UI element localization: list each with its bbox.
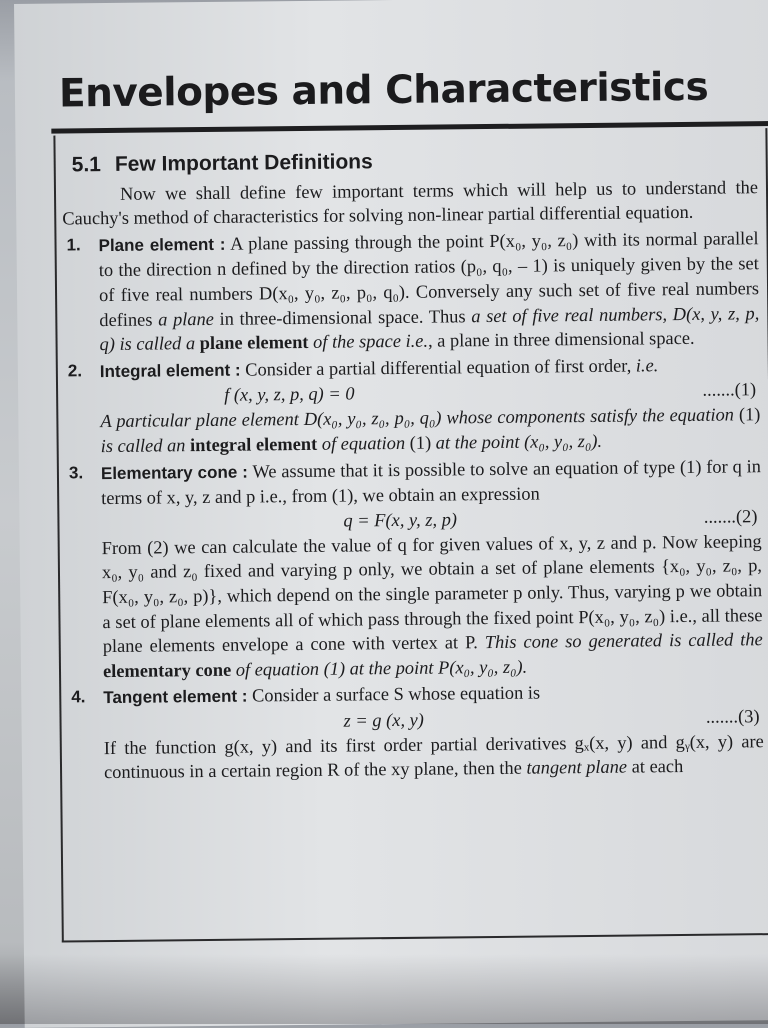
definition-text bbox=[104, 729, 764, 785]
definition-body-italic: This cone so generated is called the bbox=[484, 629, 763, 653]
chapter-title: Envelopes and Characteristics bbox=[58, 64, 709, 117]
item-number: 4. bbox=[71, 687, 86, 707]
definition-bold-term: plane element bbox=[199, 332, 309, 354]
intro-paragraph: Now we shall define few important terms which will help us to understand the Cauchy's method of characteristics for solving non-linear partial differential equation. bbox=[62, 176, 759, 229]
definition-body: Consider a surface S whose equation is bbox=[251, 682, 541, 706]
definition-elementary-cone bbox=[65, 454, 763, 684]
definition-term: Plane element : bbox=[98, 234, 226, 255]
definition-term: Integral element : bbox=[99, 360, 241, 381]
definition-body-italic: tangent plane bbox=[526, 757, 628, 779]
equation-tag: .......(1) bbox=[702, 379, 757, 401]
definition-integral-element bbox=[64, 352, 761, 459]
definition-body: Consider a partial differential equation of first order, bbox=[245, 355, 632, 380]
definition-term: Elementary cone : bbox=[100, 462, 248, 483]
definition-body-italic: is called an bbox=[100, 435, 186, 457]
definition-tangent-element bbox=[67, 678, 764, 785]
equation-text: f (x, y, z, p, q) = 0 bbox=[224, 383, 355, 406]
section-number: 5.1 bbox=[71, 153, 102, 177]
definition-body: at each bbox=[631, 756, 684, 778]
definition-term: Tangent element : bbox=[103, 686, 248, 708]
definition-text bbox=[101, 454, 761, 511]
definition-body: We assume that it is possible to solve an equation of type (1) for q in terms of x, y, z and p i.e., from (1), we obtain an expression bbox=[101, 455, 762, 509]
definition-body-italic: a set of five real numbers, D(x, y, z, p, q) is called a bbox=[99, 302, 760, 355]
equation-text: z = g (x, y) bbox=[343, 709, 424, 731]
equation-tag: .......(2) bbox=[703, 505, 758, 527]
definition-body-italic: a plane bbox=[158, 308, 214, 330]
equation-reference: (1) bbox=[738, 404, 761, 425]
definition-body-italic: at the point (x₀, y₀, z₀). bbox=[435, 430, 603, 453]
equation-tag: .......(3) bbox=[705, 706, 760, 727]
definition-body: If the function g(x, y) and its first order partial derivatives gₓ(x, y) and gᵧ(x, y) are continuous in a certain region R of the xy plane, then the bbox=[103, 731, 764, 783]
definition-body-italic: A particular plane element D(x₀, y₀, z₀, p₀, q₀) whose components satisfy the equation bbox=[100, 404, 735, 432]
item-number: 1. bbox=[66, 235, 81, 255]
book-page bbox=[14, 0, 768, 1028]
definition-bold-term: elementary cone bbox=[102, 659, 232, 681]
definition-body: , a plane in three dimensional space. bbox=[427, 328, 695, 351]
definition-body-italic: of the space i.e. bbox=[313, 330, 429, 353]
equation-reference: (1) bbox=[409, 432, 432, 453]
definition-body-italic: i.e. bbox=[635, 355, 659, 376]
page-shadow bbox=[0, 954, 768, 1024]
page-content bbox=[62, 146, 765, 785]
definition-body: A plane passing through the point P(x₀, y₀, z₀) with its normal parallel to the direction n defined by the direction ratios (p₀, q₀, – 1) is uniquely given by the set of five real numbers D(x₀, y₀, z₀, p₀, q₀). Conversely any such set of five real numbers defines bbox=[98, 227, 760, 330]
definition-plane-element bbox=[62, 226, 759, 357]
equation-text: q = F(x, y, z, p) bbox=[343, 509, 458, 531]
definition-text bbox=[98, 226, 759, 357]
definition-text bbox=[102, 529, 764, 683]
item-number: 3. bbox=[68, 462, 84, 482]
definition-body: From (2) we can calculate the value of q for given values of x, y, z and p. Now keeping x₀, y₀ and z₀ fixed and varying p only, we obtain a set of plane elements {x₀, y₀, z₀, p, F(x₀, y₀, z₀, p)}, which depend on the single parameter p only. Thus, varying p we obtain a set of plane elements all of which pass through the fixed point P(x₀, y₀, z₀) i.e., all these plane elements envelope a cone with vertex at P. bbox=[101, 530, 763, 657]
definition-text bbox=[100, 403, 760, 459]
definition-body-italic: of equation (1) at the point P(x₀, y₀, z₀). bbox=[235, 656, 528, 680]
section-title: Few Important Definitions bbox=[114, 150, 373, 176]
definition-body-italic: of equation bbox=[321, 432, 406, 454]
item-number: 2. bbox=[67, 361, 83, 381]
definition-body: in three-dimensional space. Thus bbox=[219, 305, 466, 329]
definition-bold-term: integral element bbox=[189, 433, 318, 456]
